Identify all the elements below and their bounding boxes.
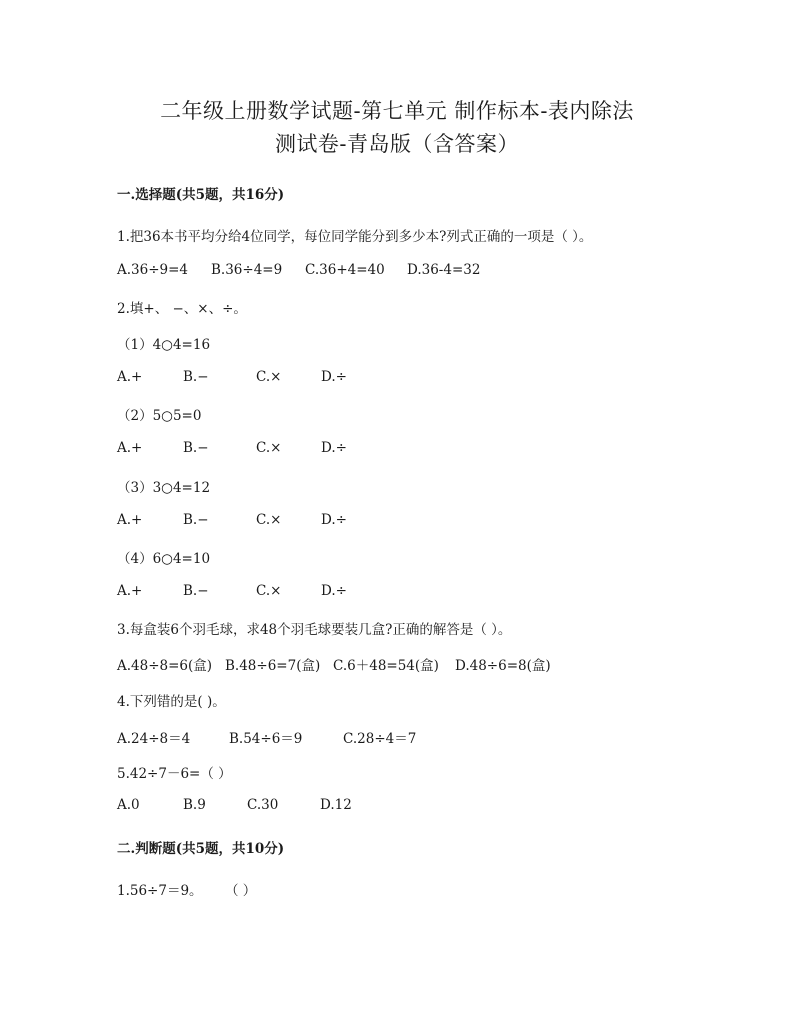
option-a: A.36÷9=4: [117, 262, 189, 278]
option-d: D.÷: [321, 369, 347, 385]
option-d: D.÷: [321, 440, 347, 456]
option-d: D.48÷6=8(盒): [455, 658, 551, 674]
option-c: C.36+4=40: [305, 262, 385, 278]
title-line-1: 二年级上册数学试题-第七单元 制作标本-表内除法: [160, 99, 634, 123]
option-b: B.48÷6=7(盒): [225, 658, 321, 674]
judgment-1-blank: （ ）: [225, 883, 257, 899]
title-line-2: 测试卷-青岛版（含答案）: [274, 132, 520, 156]
question-4-options: [117, 727, 717, 745]
option-b: B.−: [183, 440, 209, 456]
option-b: B.−: [183, 369, 209, 385]
option-d: D.36-4=32: [407, 262, 481, 278]
option-a: A.+: [117, 440, 143, 456]
question-2-sub-4: （4）6○4=10: [117, 551, 211, 567]
question-2-sub-2-options: [117, 440, 417, 458]
option-b: B.−: [183, 583, 209, 599]
question-2-sub-1-options: [117, 369, 417, 387]
option-c: C.×: [256, 369, 282, 385]
option-a: A.24÷8＝4: [117, 731, 191, 747]
option-b: B.−: [183, 512, 209, 528]
section-1-heading: 一.选择题(共5题，共16分): [117, 187, 285, 203]
option-c: C.×: [256, 440, 282, 456]
question-2: 2.填+、 −、×、÷。: [117, 301, 247, 317]
option-c: C.30: [247, 797, 279, 813]
question-1: 1.把36本书平均分给4位同学，每位同学能分到多少本?列式正确的一项是（ ）。: [117, 229, 593, 245]
question-5-options: [117, 797, 517, 815]
question-2-sub-3: （3）3○4=12: [117, 480, 211, 496]
question-2-sub-2: （2）5○5=0: [117, 408, 202, 424]
option-b: B.36÷4=9: [211, 262, 283, 278]
section-2-heading: 二.判断题(共5题，共10分): [117, 841, 285, 857]
question-5: 5.42÷7－6=（ ）: [117, 766, 232, 782]
option-c: C.28÷4＝7: [343, 731, 417, 747]
option-d: D.÷: [321, 583, 347, 599]
option-c: C.×: [256, 583, 282, 599]
judgment-1: [117, 879, 417, 897]
option-b: B.54÷6＝9: [229, 731, 303, 747]
option-a: A.+: [117, 512, 143, 528]
option-d: D.÷: [321, 512, 347, 528]
option-a: A.+: [117, 369, 143, 385]
option-d: D.12: [320, 797, 352, 813]
option-a: A.+: [117, 583, 143, 599]
question-1-options: [117, 262, 717, 280]
question-3-options: [117, 654, 717, 672]
judgment-1-text: 1.56÷7＝9。: [117, 883, 203, 899]
option-a: A.0: [117, 797, 140, 813]
option-a: A.48÷8=6(盒): [117, 658, 213, 674]
option-b: B.9: [183, 797, 206, 813]
option-c: C.×: [256, 512, 282, 528]
question-3: 3.每盒装6个羽毛球，求48个羽毛球要装几盒?正确的解答是（ ）。: [117, 622, 512, 638]
question-4: 4.下列错的是( )。: [117, 694, 226, 710]
question-2-sub-4-options: [117, 583, 417, 601]
option-c: C.6＋48=54(盒): [333, 658, 439, 674]
question-2-sub-3-options: [117, 512, 417, 530]
question-2-sub-1: （1）4○4=16: [117, 337, 211, 353]
